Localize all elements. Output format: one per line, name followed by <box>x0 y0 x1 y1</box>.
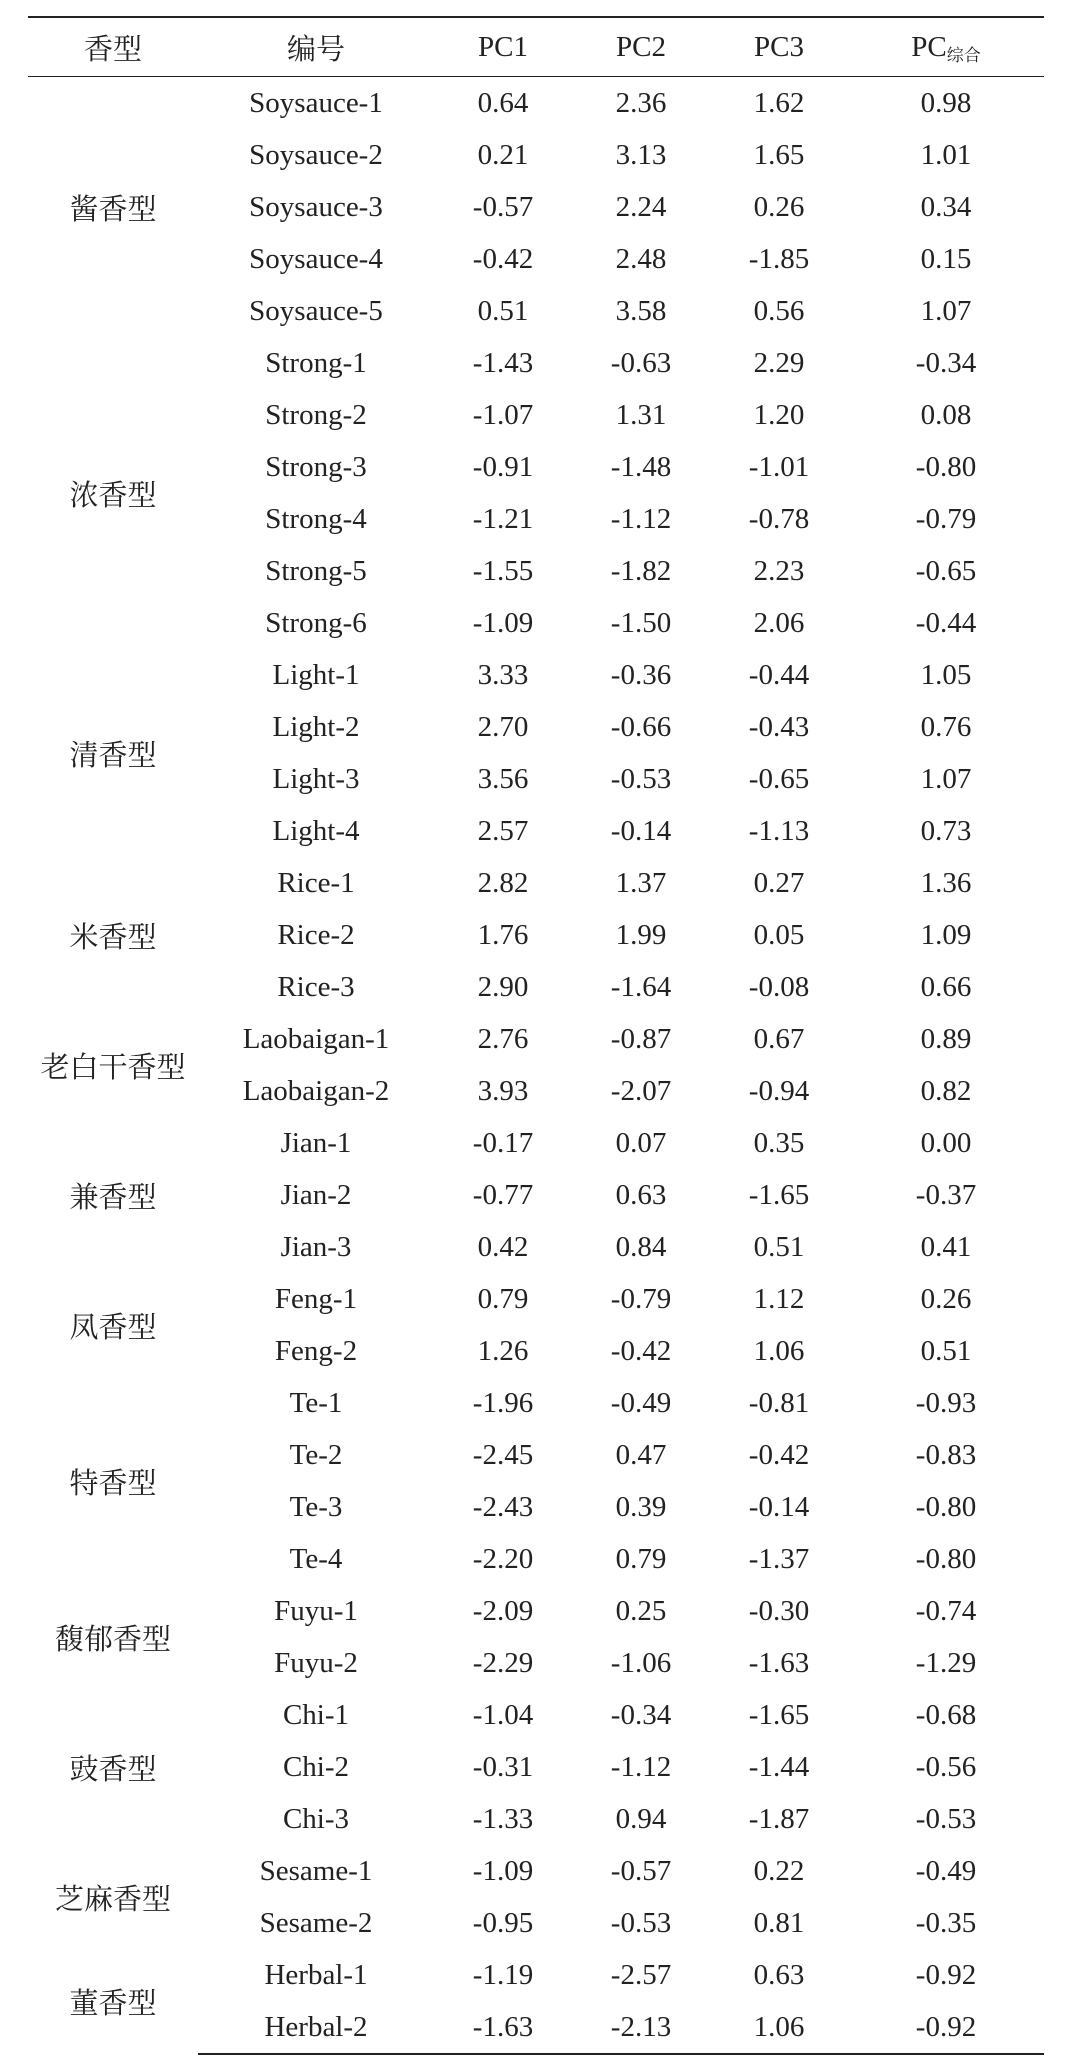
pc-total-cell: 0.98 <box>920 86 972 119</box>
table-row <box>28 1377 1044 1429</box>
group-label: 清香型 <box>69 737 157 772</box>
pc2-cell: -0.36 <box>610 658 672 691</box>
group-label: 芝麻香型 <box>54 1881 171 1916</box>
pc3-cell: -1.65 <box>748 1698 810 1731</box>
pc2-cell: -1.48 <box>610 450 672 483</box>
sample-id-cell: Strong-4 <box>265 502 367 535</box>
pc2-cell: -1.50 <box>610 606 672 639</box>
pc2-cell: -0.53 <box>610 1906 672 1939</box>
table-row <box>28 1273 1044 1325</box>
pc1-cell: -2.09 <box>472 1594 534 1627</box>
pc-total-cell: 1.07 <box>920 762 972 795</box>
table-row <box>28 1117 1044 1169</box>
pc2-cell: -1.64 <box>610 970 672 1003</box>
sample-id-cell: Fuyu-1 <box>274 1594 358 1627</box>
pc1-cell: -1.63 <box>434 2001 572 2054</box>
pc-total-cell: -0.83 <box>915 1438 977 1471</box>
table-row <box>28 77 1044 130</box>
pc3-cell: -0.94 <box>748 1074 810 1107</box>
pc3-cell: -0.14 <box>748 1490 810 1523</box>
sample-id-cell: Rice-2 <box>277 918 355 951</box>
pc-total-cell: -0.37 <box>915 1178 977 1211</box>
table-body <box>28 77 1044 2055</box>
pc-total-cell: -0.92 <box>915 1958 977 1991</box>
pc3-cell: -1.01 <box>748 450 810 483</box>
sample-id-cell: Soysauce-1 <box>249 86 383 119</box>
pc1-cell: 3.93 <box>477 1074 529 1107</box>
sample-id-cell: Soysauce-3 <box>249 190 383 223</box>
pc1-cell: 2.76 <box>477 1022 529 1055</box>
pc3-cell: -0.65 <box>748 762 810 795</box>
pc1-cell: -1.43 <box>472 346 534 379</box>
pc1-cell: 0.79 <box>477 1282 529 1315</box>
sample-id-cell: Soysauce-5 <box>249 294 383 327</box>
pc3-cell: 0.22 <box>753 1854 805 1887</box>
pc-total-cell: 1.07 <box>920 294 972 327</box>
sample-id-cell: Feng-2 <box>274 1334 358 1367</box>
sample-id-cell: Herbal-2 <box>198 2001 434 2054</box>
pc1-cell: 3.33 <box>477 658 529 691</box>
group-label: 特香型 <box>69 1465 157 1500</box>
pc2-cell: 1.31 <box>615 398 667 431</box>
pc3-cell: 2.29 <box>753 346 805 379</box>
pc2-cell: -0.57 <box>610 1854 672 1887</box>
table-row <box>28 337 1044 389</box>
group-label: 豉香型 <box>69 1751 157 1786</box>
pc2-cell: 1.99 <box>615 918 667 951</box>
pc3-cell: 1.12 <box>753 1282 805 1315</box>
pc1-cell: 0.42 <box>477 1230 529 1263</box>
pc-total-cell: -0.79 <box>915 502 977 535</box>
sample-id-cell: Soysauce-4 <box>249 242 383 275</box>
pc1-cell: -2.43 <box>472 1490 534 1523</box>
pc3-cell: -0.30 <box>748 1594 810 1627</box>
pc2-cell: -0.87 <box>610 1022 672 1055</box>
pc1-cell: 0.21 <box>477 138 529 171</box>
pc-total-cell: -0.68 <box>915 1698 977 1731</box>
sample-id-cell: Light-2 <box>272 710 360 743</box>
pc1-cell: 2.57 <box>477 814 529 847</box>
pc2-cell: 1.37 <box>615 866 667 899</box>
table-row <box>28 1949 1044 2001</box>
pc-total-cell: 0.41 <box>920 1230 972 1263</box>
pc3-cell: 0.67 <box>753 1022 805 1055</box>
pc3-cell: 1.06 <box>710 2001 848 2054</box>
pc2-cell: -0.53 <box>610 762 672 795</box>
sample-id-cell: Sesame-1 <box>259 1854 373 1887</box>
header-pc-total-main: PC <box>911 30 947 63</box>
pc1-cell: -0.91 <box>472 450 534 483</box>
pc3-cell: -1.87 <box>748 1802 810 1835</box>
pc2-cell: 3.58 <box>615 294 667 327</box>
pc-total-cell: 0.89 <box>920 1022 972 1055</box>
pc3-cell: -0.43 <box>748 710 810 743</box>
pc3-cell: -0.42 <box>748 1438 810 1471</box>
table-row <box>28 649 1044 701</box>
sample-id-cell: Strong-2 <box>265 398 367 431</box>
table-row <box>28 1585 1044 1637</box>
sample-id-cell: Soysauce-2 <box>249 138 383 171</box>
sample-id-cell: Light-3 <box>272 762 360 795</box>
pc2-cell: -0.42 <box>610 1334 672 1367</box>
pc-total-cell: 0.08 <box>920 398 972 431</box>
sample-id-cell: Strong-3 <box>265 450 367 483</box>
table-row <box>28 1013 1044 1065</box>
pc3-cell: 0.56 <box>753 294 805 327</box>
pc2-cell: 0.47 <box>615 1438 667 1471</box>
pc-total-cell: 0.76 <box>920 710 972 743</box>
pc3-cell: -1.63 <box>748 1646 810 1679</box>
sample-id-cell: Laobaigan-2 <box>242 1074 390 1107</box>
header-pc1: PC1 <box>434 17 572 77</box>
pc1-cell: -1.19 <box>472 1958 534 1991</box>
pc3-cell: 1.62 <box>753 86 805 119</box>
pc2-cell: 0.39 <box>615 1490 667 1523</box>
pc1-cell: 1.26 <box>477 1334 529 1367</box>
group-label: 兼香型 <box>69 1179 157 1214</box>
sample-id-cell: Chi-1 <box>282 1698 350 1731</box>
pc2-cell: 0.25 <box>615 1594 667 1627</box>
pc1-cell: -1.09 <box>472 1854 534 1887</box>
pc2-cell: -1.06 <box>610 1646 672 1679</box>
header-type: 香型 <box>28 17 198 77</box>
pc1-cell: -1.21 <box>472 502 534 535</box>
pc-total-cell: -0.80 <box>915 1542 977 1575</box>
pc1-cell: 2.70 <box>477 710 529 743</box>
group-label: 凤香型 <box>69 1309 157 1344</box>
pc2-cell: -0.14 <box>610 814 672 847</box>
pc1-cell: -2.45 <box>472 1438 534 1471</box>
pc2-cell: -0.79 <box>610 1282 672 1315</box>
pc1-cell: -1.96 <box>472 1386 534 1419</box>
pc-total-cell: 0.15 <box>920 242 972 275</box>
table-row <box>28 1689 1044 1741</box>
pc-total-cell: -0.53 <box>915 1802 977 1835</box>
pc2-cell: 0.07 <box>615 1126 667 1159</box>
pc1-cell: 0.51 <box>477 294 529 327</box>
pc1-cell: 1.76 <box>477 918 529 951</box>
pc3-cell: -1.85 <box>748 242 810 275</box>
pc1-cell: -1.55 <box>472 554 534 587</box>
pc-total-cell: 1.05 <box>920 658 972 691</box>
sample-id-cell: Chi-2 <box>282 1750 350 1783</box>
sample-id-cell: Light-1 <box>272 658 360 691</box>
pc1-cell: 2.82 <box>477 866 529 899</box>
pc3-cell: 2.06 <box>753 606 805 639</box>
pc2-cell: -0.34 <box>610 1698 672 1731</box>
sample-id-cell: Fuyu-2 <box>274 1646 358 1679</box>
sample-id-cell: Te-4 <box>289 1542 343 1575</box>
pc-total-cell: -0.93 <box>915 1386 977 1419</box>
group-label: 浓香型 <box>69 477 157 512</box>
pc2-cell: -0.66 <box>610 710 672 743</box>
pc1-cell: -0.42 <box>472 242 534 275</box>
header-row <box>28 17 1044 77</box>
pc1-cell: -2.20 <box>472 1542 534 1575</box>
pc3-cell: 0.51 <box>753 1230 805 1263</box>
group-label: 董香型 <box>69 1986 157 2020</box>
header-pc2: PC2 <box>572 17 710 77</box>
pc2-cell: -1.82 <box>610 554 672 587</box>
pc-total-cell: -0.35 <box>915 1906 977 1939</box>
pc1-cell: -2.29 <box>472 1646 534 1679</box>
sample-id-cell: Feng-1 <box>274 1282 358 1315</box>
sample-id-cell: Te-2 <box>289 1438 343 1471</box>
pc-total-cell: 1.36 <box>920 866 972 899</box>
pc3-cell: -1.13 <box>748 814 810 847</box>
header-pc3: PC3 <box>710 17 848 77</box>
pc-total-cell: -0.49 <box>915 1854 977 1887</box>
sample-id-cell: Light-4 <box>272 814 360 847</box>
group-label: 酱香型 <box>69 191 157 226</box>
pc3-cell: 0.63 <box>753 1958 805 1991</box>
pc3-cell: 0.05 <box>753 918 805 951</box>
table-row <box>28 1845 1044 1897</box>
pc-total-cell: -0.34 <box>915 346 977 379</box>
header-pc-total <box>848 17 1044 77</box>
pc2-cell: 0.84 <box>615 1230 667 1263</box>
pc-total-cell: 0.26 <box>920 1282 972 1315</box>
pc3-cell: -0.44 <box>748 658 810 691</box>
pc3-cell: 0.81 <box>753 1906 805 1939</box>
sample-id-cell: Jian-1 <box>280 1126 352 1159</box>
pc-total-cell: 0.82 <box>920 1074 972 1107</box>
pc-total-cell: 1.01 <box>920 138 972 171</box>
pc3-cell: 0.26 <box>753 190 805 223</box>
pc-total-cell: -0.80 <box>915 1490 977 1523</box>
pc1-cell: -1.33 <box>472 1802 534 1835</box>
pc3-cell: -0.81 <box>748 1386 810 1419</box>
pc-total-cell: 0.51 <box>920 1334 972 1367</box>
pc1-cell: 2.90 <box>477 970 529 1003</box>
pc2-cell: -2.07 <box>610 1074 672 1107</box>
pc2-cell: 2.36 <box>615 86 667 119</box>
pc3-cell: 1.20 <box>753 398 805 431</box>
pc3-cell: 0.27 <box>753 866 805 899</box>
pc1-cell: 3.56 <box>477 762 529 795</box>
group-label: 米香型 <box>69 919 157 954</box>
pc3-cell: -1.37 <box>748 1542 810 1575</box>
pc2-cell: -1.12 <box>610 502 672 535</box>
pc2-cell: -0.49 <box>610 1386 672 1419</box>
pc1-cell: -1.04 <box>472 1698 534 1731</box>
sample-id-cell: Te-1 <box>289 1386 343 1419</box>
pc2-cell: 2.48 <box>615 242 667 275</box>
sample-id-cell: Herbal-1 <box>264 1958 368 1991</box>
group-label: 老白干香型 <box>40 1049 186 1084</box>
sample-id-cell: Rice-3 <box>277 970 355 1003</box>
sample-id-cell: Jian-2 <box>280 1178 352 1211</box>
pc2-cell: -2.57 <box>610 1958 672 1991</box>
pc1-cell: -0.17 <box>472 1126 534 1159</box>
pc3-cell: -1.44 <box>748 1750 810 1783</box>
pc2-cell: 0.79 <box>615 1542 667 1575</box>
pc-total-cell: -0.74 <box>915 1594 977 1627</box>
pc1-cell: -1.07 <box>472 398 534 431</box>
pc3-cell: 1.06 <box>753 1334 805 1367</box>
pc2-cell: 3.13 <box>615 138 667 171</box>
pc3-cell: 2.23 <box>753 554 805 587</box>
pc1-cell: -0.95 <box>472 1906 534 1939</box>
sample-id-cell: Chi-3 <box>282 1802 350 1835</box>
pc-total-cell: 1.09 <box>920 918 972 951</box>
pc2-cell: -2.13 <box>572 2001 710 2054</box>
sample-id-cell: Rice-1 <box>277 866 355 899</box>
table-header <box>28 17 1044 77</box>
pc-total-cell: -0.65 <box>915 554 977 587</box>
pc1-cell: 0.64 <box>477 86 529 119</box>
pc1-cell: -0.57 <box>472 190 534 223</box>
sample-id-cell: Strong-5 <box>265 554 367 587</box>
pc2-cell: 2.24 <box>615 190 667 223</box>
pc1-cell: -0.31 <box>472 1750 534 1783</box>
pc2-cell: -1.12 <box>610 1750 672 1783</box>
group-label: 馥郁香型 <box>54 1621 171 1656</box>
pc1-cell: -0.77 <box>472 1178 534 1211</box>
header-id: 编号 <box>198 17 434 77</box>
sample-id-cell: Te-3 <box>289 1490 343 1523</box>
pc3-cell: 1.65 <box>753 138 805 171</box>
pc-total-cell: -0.80 <box>915 450 977 483</box>
pc-total-cell: -0.56 <box>915 1750 977 1783</box>
sample-id-cell: Jian-3 <box>280 1230 352 1263</box>
pc-total-cell: -0.92 <box>848 2001 1044 2054</box>
pc-total-cell: -1.29 <box>915 1646 977 1679</box>
pc-score-table <box>28 16 1044 2055</box>
pc-total-cell: 0.00 <box>920 1126 972 1159</box>
pc3-cell: -0.08 <box>748 970 810 1003</box>
sample-id-cell: Strong-6 <box>265 606 367 639</box>
sample-id-cell: Strong-1 <box>265 346 367 379</box>
pc2-cell: 0.63 <box>615 1178 667 1211</box>
table-row <box>28 857 1044 909</box>
sample-id-cell: Laobaigan-1 <box>242 1022 390 1055</box>
pc-total-cell: 0.73 <box>920 814 972 847</box>
pc-total-cell: -0.44 <box>915 606 977 639</box>
header-pc-total-sub: 综合 <box>946 45 981 66</box>
pc-total-cell: 0.66 <box>920 970 972 1003</box>
pc3-cell: -0.78 <box>748 502 810 535</box>
pc3-cell: 0.35 <box>753 1126 805 1159</box>
pc-total-cell: 0.34 <box>920 190 972 223</box>
pc3-cell: -1.65 <box>748 1178 810 1211</box>
pc1-cell: -1.09 <box>472 606 534 639</box>
pc2-cell: 0.94 <box>615 1802 667 1835</box>
pc2-cell: -0.63 <box>610 346 672 379</box>
sample-id-cell: Sesame-2 <box>259 1906 373 1939</box>
